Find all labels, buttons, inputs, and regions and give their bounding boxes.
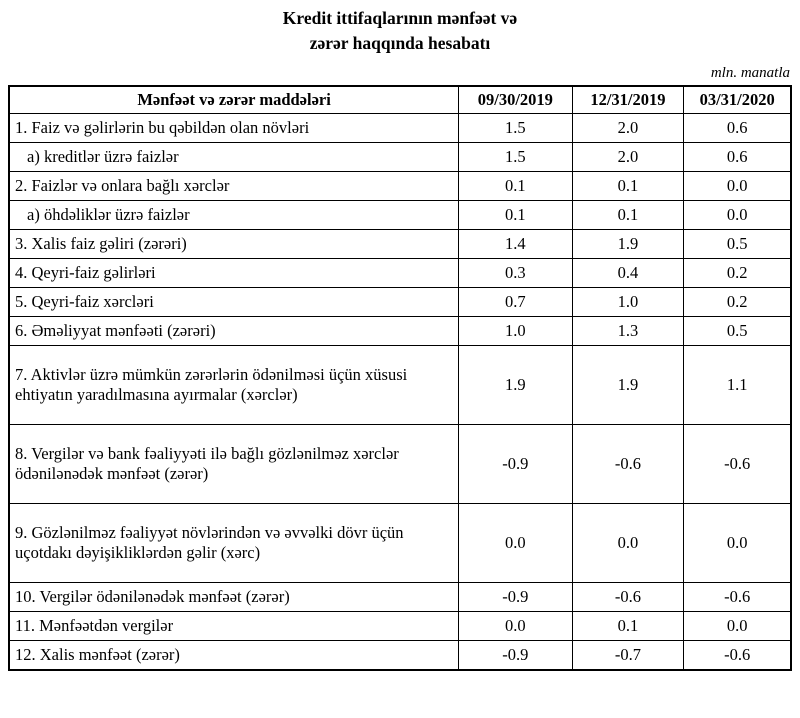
row-label: 2. Faizlər və onlara bağlı xərclər [9,171,459,200]
profit-loss-table [8,85,792,671]
table-row [9,503,791,582]
row-label: a) öhdəliklər üzrə faizlər [9,200,459,229]
row-value: 0.1 [572,171,684,200]
title-line-1: Kredit ittifaqlarının mənfəət və [282,8,518,28]
row-value: -0.6 [684,640,791,670]
row-value: 1.4 [459,229,572,258]
row-value: 0.5 [684,316,791,345]
table-row [9,611,791,640]
table-row [9,424,791,503]
row-label: 12. Xalis mənfəət (zərər) [9,640,459,670]
table-row [9,640,791,670]
row-label: 10. Vergilər ödənilənədək mənfəət (zərər) [9,582,459,611]
row-value: 1.3 [572,316,684,345]
title-line-2: zərər haqqında hesabatı [309,33,491,54]
row-value: 1.1 [684,345,791,424]
row-label: 6. Əməliyyat mənfəəti (zərəri) [9,316,459,345]
table-row [9,345,791,424]
row-label: 9. Gözlənilməz fəaliyyət növlərindən və əvvəlki dövr üçün uçotdakı dəyişikliklərdən gəlir (xərc) [9,503,459,582]
row-value: 0.0 [459,503,572,582]
row-label: 11. Mənfəətdən vergilər [9,611,459,640]
table-row [9,113,791,142]
row-value: -0.7 [572,640,684,670]
column-header-items: Mənfəət və zərər maddələri [9,86,459,114]
row-value: 2.0 [572,113,684,142]
column-header-date-2: 12/31/2019 [572,86,684,114]
row-label: a) kreditlər üzrə faizlər [9,142,459,171]
row-label: 1. Faiz və gəlirlərin bu qəbildən olan növləri [9,113,459,142]
row-value: 0.5 [684,229,791,258]
row-value: 0.6 [684,113,791,142]
row-value: 2.0 [572,142,684,171]
row-value: 0.0 [684,503,791,582]
row-value: 1.5 [459,113,572,142]
row-value: 0.2 [684,258,791,287]
row-value: 0.1 [572,611,684,640]
row-value: 0.1 [459,200,572,229]
table-row [9,287,791,316]
table-row [9,171,791,200]
row-value: 1.0 [572,287,684,316]
row-value: -0.9 [459,640,572,670]
row-value: 0.3 [459,258,572,287]
unit-note: mln. manatla [710,64,790,81]
column-header-date-3: 03/31/2020 [684,86,791,114]
table-row [9,200,791,229]
row-value: 0.1 [459,171,572,200]
row-value: 0.7 [459,287,572,316]
table-header-row [9,86,791,114]
row-label: 3. Xalis faiz gəliri (zərəri) [9,229,459,258]
row-value: -0.9 [459,582,572,611]
row-value: -0.6 [572,582,684,611]
row-value: -0.6 [572,424,684,503]
row-value: 0.2 [684,287,791,316]
table-row [9,258,791,287]
row-value: -0.6 [684,424,791,503]
row-value: -0.6 [684,582,791,611]
row-value: 0.4 [572,258,684,287]
row-label: 8. Vergilər və bank fəaliyyəti ilə bağlı gözlənilməz xərclər ödənilənədək mənfəət (zərər) [9,424,459,503]
table-row [9,316,791,345]
row-label: 4. Qeyri-faiz gəlirləri [9,258,459,287]
row-value: 0.0 [684,200,791,229]
row-value: 0.0 [572,503,684,582]
row-label: 5. Qeyri-faiz xərcləri [9,287,459,316]
row-value: -0.9 [459,424,572,503]
row-value: 1.9 [459,345,572,424]
table-row [9,229,791,258]
row-label: 7. Aktivlər üzrə mümkün zərərlərin ödənilməsi üçün xüsusi ehtiyatın yaradılmasına ayırmalar (xərclər) [9,345,459,424]
row-value: 0.0 [684,171,791,200]
row-value: 1.5 [459,142,572,171]
row-value: 0.6 [684,142,791,171]
row-value: 0.1 [572,200,684,229]
row-value: 1.0 [459,316,572,345]
column-header-date-1: 09/30/2019 [459,86,572,114]
table-body [9,113,791,670]
table-row [9,582,791,611]
row-value: 1.9 [572,229,684,258]
row-value: 1.9 [572,345,684,424]
page-title [8,6,792,57]
row-value: 0.0 [459,611,572,640]
table-row [9,142,791,171]
row-value: 0.0 [684,611,791,640]
